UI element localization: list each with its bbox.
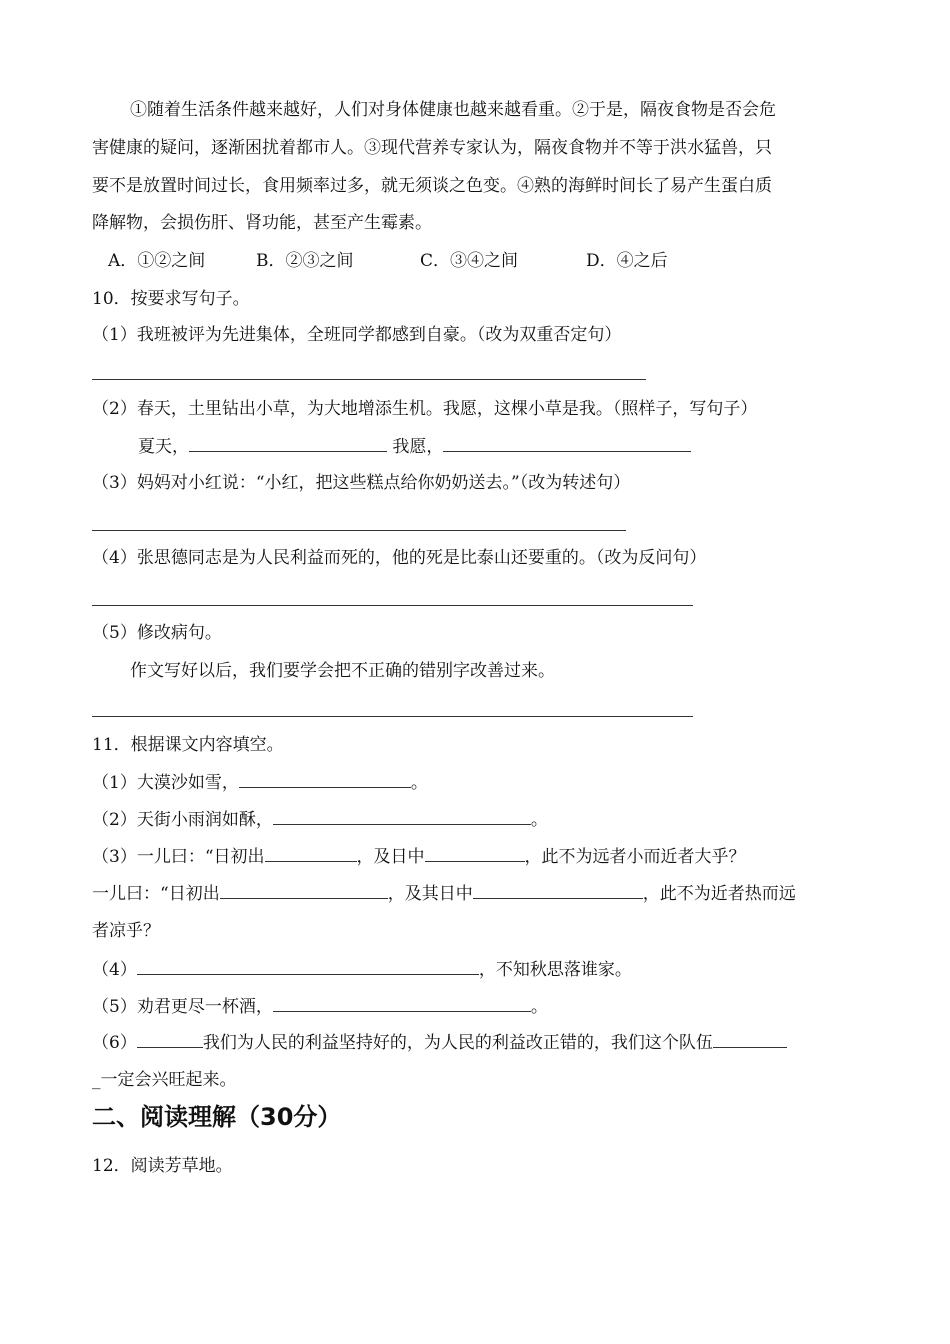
section-heading-reading: 二、阅读理解（30分） — [92, 1103, 342, 1131]
q11-part-3-e: ，及其日中 — [387, 884, 473, 904]
q9-passage-line-4: 降解物，会损伤肝、肾功能，甚至产生霉素。 — [92, 213, 432, 233]
q11-part-6-blank-2[interactable] — [713, 1031, 787, 1048]
q11-part-5-blank[interactable] — [273, 995, 531, 1012]
q10-part-2: （2）春天，土里钻出小草，为大地增添生机。我愿，这棵小草是我。（照样子，写句子） — [92, 399, 758, 419]
q9-passage-line-1: ①随着生活条件越来越好，人们对身体健康也越来越看重。②于是，隔夜食物是否会危 — [130, 100, 776, 120]
q11-part-4-prefix: （4） — [92, 960, 137, 980]
q9-passage-line-3: 要不是放置时间过长，食用频率过多，就无须谈之色变。④熟的海鲜时间长了易产生蛋白质 — [92, 176, 772, 196]
q11-part-3-c: ，此不为远者小而近者大乎？ — [524, 847, 746, 867]
q9-passage-line-2: 害健康的疑问，逐渐困扰着都市人。③现代营养专家认为，隔夜食物并不等于洪水猛兽，只 — [92, 138, 772, 158]
q10-part-4-answer-line[interactable] — [92, 605, 693, 606]
q11-part-3-d: 一儿曰：“日初出 — [92, 884, 220, 904]
q10-part-4: （4）张思德同志是为人民利益而死的，他的死是比泰山还要重的。（改为反问句） — [92, 548, 707, 568]
q11-part-4 — [92, 958, 632, 982]
q11-part-4-suffix: ，不知秋思落谁家。 — [478, 960, 632, 980]
q11-part-1-suffix: 。 — [410, 773, 428, 793]
q11-part-3-line-1 — [92, 845, 746, 869]
q11-part-3-line-3: 者凉乎？ — [92, 921, 160, 941]
q10-title: 10．按要求写句子。 — [92, 289, 250, 309]
q11-part-5-prefix: （5）劝君更尽一杯酒， — [92, 997, 273, 1017]
q11-part-3-f: ，此不为近者热而远 — [642, 884, 796, 904]
q11-part-4-blank[interactable] — [137, 958, 479, 975]
q10-part-5-sentence: 作文写好以后，我们要学会把不正确的错别字改善过来。 — [130, 661, 555, 681]
q11-part-3-blank-3[interactable] — [220, 882, 388, 899]
q10-part-2-blank-1[interactable] — [189, 435, 387, 452]
q10-part-5: （5）修改病句。 — [92, 623, 222, 643]
q11-part-1-blank[interactable] — [239, 771, 411, 788]
q11-part-2-prefix: （2）天街小雨润如酥， — [92, 810, 273, 830]
q11-title: 11．根据课文内容填空。 — [92, 735, 284, 755]
q11-part-6-middle: 我们为人民的利益坚持好的，为人民的利益改正错的，我们这个队伍 — [202, 1033, 713, 1053]
q11-part-1-prefix: （1）大漠沙如雪， — [92, 773, 239, 793]
q11-part-5-suffix: 。 — [530, 997, 548, 1017]
q11-part-3-a: （3）一儿曰：“日初出 — [92, 847, 265, 867]
q11-part-2 — [92, 808, 548, 832]
q10-part-2-middle: 我愿， — [392, 437, 444, 457]
q11-part-2-blank[interactable] — [273, 808, 531, 825]
q11-part-2-suffix: 。 — [530, 810, 548, 830]
q11-part-3-blank-1[interactable] — [265, 845, 357, 862]
q9-option-c[interactable]: C．③④之间 — [420, 251, 519, 271]
q11-part-3-blank-2[interactable] — [425, 845, 525, 862]
q9-option-d[interactable]: D．④之后 — [586, 251, 668, 271]
q11-part-6-blank-1[interactable] — [137, 1031, 203, 1048]
q11-part-3-line-2 — [92, 882, 796, 906]
q11-part-1 — [92, 771, 428, 795]
q9-option-a[interactable]: A．①②之间 — [108, 251, 206, 271]
q12-title: 12．阅读芳草地。 — [92, 1156, 233, 1176]
q10-part-1: （1）我班被评为先进集体，全班同学都感到自豪。（改为双重否定句） — [92, 325, 622, 345]
q9-option-b[interactable]: B．②③之间 — [256, 251, 354, 271]
q11-part-6-line-2: _一定会兴旺起来。 — [92, 1070, 237, 1090]
q11-part-3-blank-4[interactable] — [473, 882, 643, 899]
q10-part-3-answer-line[interactable] — [92, 530, 626, 531]
q11-part-3-b: ，及日中 — [356, 847, 425, 867]
q10-part-2-blank-2[interactable] — [443, 435, 691, 452]
q10-part-1-answer-line[interactable] — [92, 379, 646, 380]
q11-part-5 — [92, 995, 548, 1019]
q10-part-3: （3）妈妈对小红说：“小红，把这些糕点给你奶奶送去。”（改为转述句） — [92, 473, 631, 493]
q11-part-6-line-1 — [92, 1031, 787, 1055]
q10-part-5-answer-line[interactable] — [92, 716, 693, 717]
q11-part-6-prefix: （6） — [92, 1033, 137, 1053]
q10-part-2-answer — [138, 435, 691, 459]
q10-part-2-prefix: 夏天， — [138, 437, 189, 457]
